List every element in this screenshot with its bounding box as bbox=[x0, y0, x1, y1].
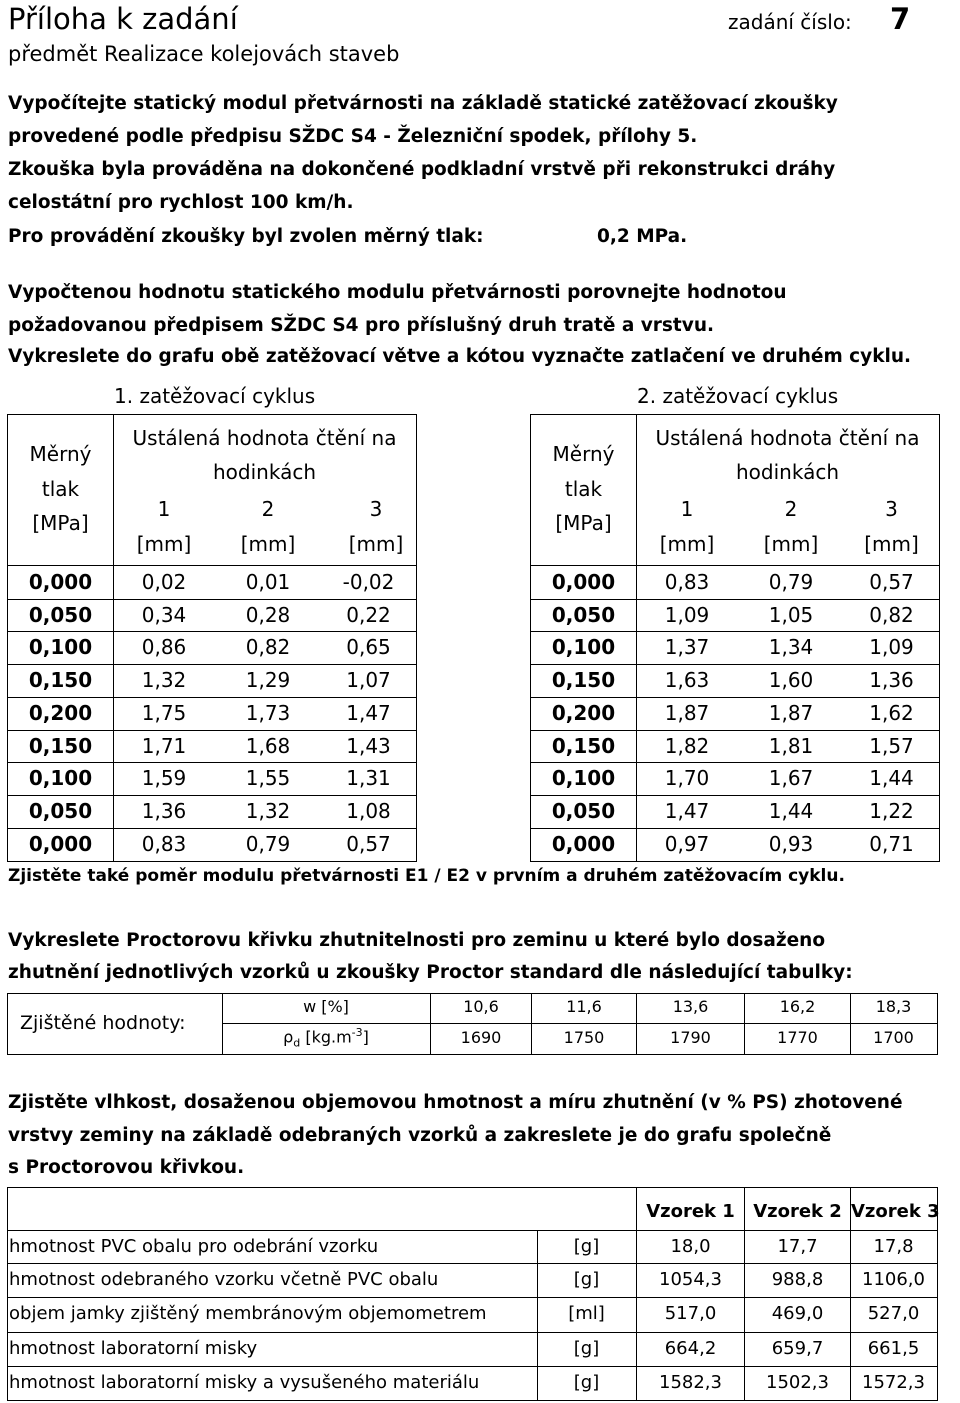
ratio-note: Zjistěte také poměr modulu přetvárnosti E1 / E2 v prvním a druhém zatěžovacím cyklu. bbox=[8, 866, 845, 886]
cycle2-title: 2. zatěžovací cyklus bbox=[637, 384, 839, 408]
reading-value: 0,57 bbox=[346, 831, 391, 856]
samples-row-divider bbox=[7, 1230, 937, 1231]
sample-value: 1582,3 bbox=[659, 1372, 722, 1393]
sample-header: Vzorek 1 bbox=[646, 1201, 735, 1222]
row-divider bbox=[7, 697, 416, 698]
reading-value: 1,73 bbox=[245, 700, 291, 725]
reading-value: 0,34 bbox=[141, 602, 187, 627]
row-divider bbox=[530, 730, 939, 731]
pressure-value: 0,100 bbox=[551, 766, 616, 791]
reading-value: 1,81 bbox=[768, 733, 814, 758]
sample-value: 469,0 bbox=[771, 1303, 824, 1324]
pressure-value: 0,150 bbox=[551, 733, 616, 758]
reading-value: 0,65 bbox=[346, 635, 391, 660]
reading-value: 1,09 bbox=[664, 602, 710, 627]
row-divider bbox=[530, 762, 939, 763]
pressure-value: 0,200 bbox=[551, 700, 616, 725]
pressure-value: 0,050 bbox=[551, 798, 616, 823]
row-divider bbox=[7, 631, 416, 632]
row-divider bbox=[7, 795, 416, 796]
moisture-value: 13,6 bbox=[672, 997, 709, 1016]
cycle2-reading-header-2: hodinkách bbox=[736, 460, 839, 484]
cycle1-pressure-header-2: tlak bbox=[41, 477, 80, 501]
proctor-row-divider bbox=[222, 1023, 937, 1024]
reading-value: 1,32 bbox=[141, 668, 187, 693]
sample-value: 18,0 bbox=[670, 1236, 711, 1257]
reading-value: 0,28 bbox=[245, 602, 291, 627]
rho-unit: [kg.m bbox=[300, 1027, 352, 1047]
pressure-value: 0,2 MPa. bbox=[597, 226, 688, 247]
moisture-value: 11,6 bbox=[566, 997, 602, 1016]
samples-row-divider bbox=[7, 1332, 937, 1333]
sample-value: 1572,3 bbox=[862, 1372, 925, 1393]
cycle1-reading-header-1: Ustálená hodnota čtění na bbox=[132, 426, 397, 450]
row-divider bbox=[530, 795, 939, 796]
reading-value: 1,63 bbox=[664, 668, 710, 693]
row-divider bbox=[530, 631, 939, 632]
compare-line-2: požadovanou předpisem SŽDC S4 pro příslušný druh tratě a vrstvu. bbox=[8, 315, 715, 336]
reading-value: 0,79 bbox=[768, 570, 814, 594]
reading-value: 1,60 bbox=[768, 668, 814, 693]
samples-row-divider bbox=[7, 1366, 937, 1367]
sample-row-unit: [ml] bbox=[568, 1303, 605, 1324]
pressure-value: 0,100 bbox=[28, 766, 93, 791]
reading-value: 0,93 bbox=[768, 831, 814, 856]
sample-row-label: hmotnost PVC obalu pro odebrání vzorku bbox=[9, 1236, 379, 1257]
reading-value: 1,09 bbox=[869, 635, 914, 660]
moisture-value: 10,6 bbox=[463, 997, 499, 1016]
rho-superscript: -3 bbox=[351, 1026, 363, 1039]
compare-line-1: Vypočtenou hodnotu statického modulu přetvárnosti porovnejte hodnotou bbox=[8, 282, 787, 303]
pressure-value: 0,200 bbox=[28, 700, 93, 725]
reading-value: 1,75 bbox=[141, 700, 187, 725]
reading-value: -0,02 bbox=[342, 570, 395, 594]
cycle2-unit-3: [mm] bbox=[864, 532, 919, 556]
reading-value: 1,70 bbox=[664, 766, 710, 791]
pressure-value: 0,000 bbox=[551, 570, 616, 594]
pressure-value: 0,150 bbox=[28, 668, 93, 693]
sample-row-unit: [g] bbox=[573, 1236, 600, 1257]
cycle1-pressure-header-3: [MPa] bbox=[32, 511, 89, 535]
cycle1-unit-3: [mm] bbox=[348, 532, 404, 556]
reading-value: 0,97 bbox=[664, 831, 710, 856]
cycle1-title: 1. zatěžovací cyklus bbox=[114, 384, 316, 408]
moisture-value: 16,2 bbox=[779, 997, 816, 1016]
reading-value: 1,71 bbox=[141, 733, 187, 758]
intro-line-2: provedené podle předpisu SŽDC S4 - Železniční spodek, přílohy 5. bbox=[8, 126, 698, 147]
cycle1-header-divider bbox=[7, 565, 416, 566]
intro-line-3: Zkouška byla prováděna na dokončené podkladní vrstvě při rekonstrukci dráhy bbox=[8, 159, 836, 180]
sample-value: 659,7 bbox=[771, 1338, 824, 1359]
reading-value: 1,44 bbox=[869, 766, 914, 791]
row-divider bbox=[530, 697, 939, 698]
reading-value: 1,07 bbox=[346, 668, 391, 693]
sample-row-label: hmotnost laboratorní misky a vysušeného materiálu bbox=[9, 1372, 480, 1393]
cycle1-unit-1: [mm] bbox=[136, 532, 192, 556]
proctor-w-label: w [%] bbox=[303, 997, 349, 1016]
density-value: 1790 bbox=[670, 1028, 711, 1047]
reading-value: 1,22 bbox=[869, 798, 914, 823]
sample-row-label: hmotnost odebraného vzorku včetně PVC obalu bbox=[9, 1269, 439, 1290]
cycle1-unit-2: [mm] bbox=[240, 532, 296, 556]
reading-value: 0,86 bbox=[141, 635, 187, 660]
cycle2-pressure-header-3: [MPa] bbox=[555, 511, 612, 535]
pressure-value: 0,150 bbox=[28, 733, 93, 758]
sample-row-unit: [g] bbox=[573, 1372, 600, 1393]
reading-value: 0,82 bbox=[869, 602, 914, 627]
cycle2-gauge-1: 1 bbox=[680, 497, 694, 521]
reading-value: 1,47 bbox=[664, 798, 710, 823]
cycle2-gauge-2: 2 bbox=[784, 497, 798, 521]
rho-symbol: ρ bbox=[283, 1027, 294, 1047]
samples-line-3: s Proctorovou křivkou. bbox=[8, 1157, 245, 1178]
density-value: 1690 bbox=[460, 1028, 502, 1047]
pressure-value: 0,000 bbox=[551, 831, 616, 856]
reading-value: 1,57 bbox=[869, 733, 914, 758]
sample-header: Vzorek 2 bbox=[753, 1201, 842, 1222]
cycle1-gauge-2: 2 bbox=[261, 497, 275, 521]
reading-value: 1,87 bbox=[664, 700, 710, 725]
subject-line: předmět Realizace kolejovách staveb bbox=[8, 42, 400, 66]
reading-value: 0,57 bbox=[869, 570, 914, 594]
sample-value: 1054,3 bbox=[659, 1269, 722, 1290]
cycle2-pressure-header-2: tlak bbox=[564, 477, 603, 501]
sample-value: 17,8 bbox=[873, 1236, 914, 1257]
cycle2-header-divider bbox=[530, 565, 939, 566]
pressure-value: 0,050 bbox=[551, 602, 616, 627]
pressure-value: 0,050 bbox=[28, 602, 93, 627]
reading-value: 1,32 bbox=[245, 798, 291, 823]
row-divider bbox=[7, 664, 416, 665]
reading-value: 0,71 bbox=[869, 831, 914, 856]
intro-line-1: Vypočítejte statický modul přetvárnosti na základě statické zatěžovací zkoušky bbox=[8, 93, 838, 114]
reading-value: 0,02 bbox=[141, 570, 187, 594]
reading-value: 1,44 bbox=[768, 798, 814, 823]
density-value: 1750 bbox=[563, 1028, 605, 1047]
density-value: 1770 bbox=[777, 1028, 818, 1047]
compare-line-3: Vykreslete do grafu obě zatěžovací větve a kótou vyznačte zatlačení ve druhém cyklu. bbox=[8, 346, 912, 367]
cycle1-pressure-header-1: Měrný bbox=[29, 442, 92, 466]
pressure-value: 0,150 bbox=[551, 668, 616, 693]
reading-value: 1,47 bbox=[346, 700, 391, 725]
cycle1-gauge-1: 1 bbox=[157, 497, 171, 521]
row-divider bbox=[7, 730, 416, 731]
reading-value: 1,67 bbox=[768, 766, 814, 791]
proctor-rho-label bbox=[222, 1026, 430, 1050]
reading-value: 1,37 bbox=[664, 635, 710, 660]
rho-subscript: d bbox=[293, 1036, 301, 1050]
reading-value: 0,83 bbox=[664, 570, 710, 594]
pressure-value: 0,100 bbox=[28, 635, 93, 660]
reading-value: 1,34 bbox=[768, 635, 814, 660]
reading-value: 0,22 bbox=[346, 602, 391, 627]
reading-value: 1,36 bbox=[141, 798, 187, 823]
proctor-label: Zjištěné hodnoty: bbox=[20, 1012, 186, 1034]
reading-value: 0,79 bbox=[245, 831, 291, 856]
rho-close: ] bbox=[362, 1027, 369, 1047]
reading-value: 1,59 bbox=[141, 766, 187, 791]
row-divider bbox=[7, 828, 416, 829]
cycle2-pressure-header-1: Měrný bbox=[552, 442, 615, 466]
sample-row-label: objem jamky zjištěný membránovým objemometrem bbox=[9, 1303, 487, 1324]
density-value: 1700 bbox=[873, 1028, 914, 1047]
sample-value: 664,2 bbox=[664, 1338, 717, 1359]
cycle1-reading-header-2: hodinkách bbox=[213, 460, 316, 484]
reading-value: 1,55 bbox=[245, 766, 291, 791]
pressure-value: 0,000 bbox=[28, 831, 93, 856]
sample-header: Vzorek 3 bbox=[851, 1201, 940, 1222]
cycle1-gauge-3: 3 bbox=[369, 497, 383, 521]
sample-row-label: hmotnost laboratorní misky bbox=[9, 1338, 258, 1359]
reading-value: 0,83 bbox=[141, 831, 187, 856]
sample-value: 661,5 bbox=[867, 1338, 920, 1359]
cycle2-unit-2: [mm] bbox=[763, 532, 819, 556]
pressure-label: Pro provádění zkoušky byl zvolen měrný tlak: bbox=[8, 226, 484, 247]
assignment-number: 7 bbox=[890, 2, 911, 36]
samples-line-1: Zjistěte vlhkost, dosaženou objemovou hmotnost a míru zhutnění (v % PS) zhotovené bbox=[8, 1092, 903, 1113]
cycle2-gauge-3: 3 bbox=[885, 497, 898, 521]
reading-value: 1,43 bbox=[346, 733, 391, 758]
assignment-label: zadání číslo: bbox=[728, 10, 852, 34]
cycle2-unit-1: [mm] bbox=[659, 532, 715, 556]
cycle2-reading-header-1: Ustálená hodnota čtění na bbox=[655, 426, 920, 450]
samples-line-2: vrstvy zeminy na základě odebraných vzorků a zakreslete je do grafu společně bbox=[8, 1125, 832, 1146]
reading-value: 1,29 bbox=[245, 668, 291, 693]
sample-value: 1502,3 bbox=[766, 1372, 829, 1393]
reading-value: 1,05 bbox=[768, 602, 814, 627]
reading-value: 1,87 bbox=[768, 700, 814, 725]
reading-value: 1,82 bbox=[664, 733, 710, 758]
reading-value: 1,31 bbox=[346, 766, 391, 791]
sample-value: 988,8 bbox=[771, 1269, 824, 1290]
page-title: Příloha k zadání bbox=[8, 2, 238, 36]
proctor-line-2: zhutnění jednotlivých vzorků u zkoušky Proctor standard dle následující tabulky: bbox=[8, 962, 853, 983]
reading-value: 1,36 bbox=[869, 668, 914, 693]
pressure-value: 0,050 bbox=[28, 798, 93, 823]
sample-value: 517,0 bbox=[664, 1303, 717, 1324]
reading-value: 1,08 bbox=[346, 798, 391, 823]
moisture-value: 18,3 bbox=[875, 997, 912, 1016]
row-divider bbox=[7, 599, 416, 600]
proctor-line-1: Vykreslete Proctorovu křivku zhutnitelnosti pro zeminu u které bylo dosaženo bbox=[8, 930, 826, 951]
reading-value: 1,68 bbox=[245, 733, 291, 758]
row-divider bbox=[530, 599, 939, 600]
intro-line-4: celostátní pro rychlost 100 km/h. bbox=[8, 192, 354, 213]
pressure-value: 0,100 bbox=[551, 635, 616, 660]
samples-row-divider bbox=[7, 1263, 937, 1264]
samples-row-divider bbox=[7, 1297, 937, 1298]
pressure-value: 0,000 bbox=[28, 570, 93, 594]
sample-row-unit: [g] bbox=[573, 1338, 600, 1359]
reading-value: 0,82 bbox=[245, 635, 291, 660]
row-divider bbox=[530, 664, 939, 665]
sample-value: 1106,0 bbox=[862, 1269, 925, 1290]
sample-row-unit: [g] bbox=[573, 1269, 600, 1290]
sample-value: 17,7 bbox=[777, 1236, 818, 1257]
row-divider bbox=[530, 828, 939, 829]
sample-value: 527,0 bbox=[867, 1303, 920, 1324]
reading-value: 0,01 bbox=[245, 570, 291, 594]
row-divider bbox=[7, 762, 416, 763]
reading-value: 1,62 bbox=[869, 700, 914, 725]
